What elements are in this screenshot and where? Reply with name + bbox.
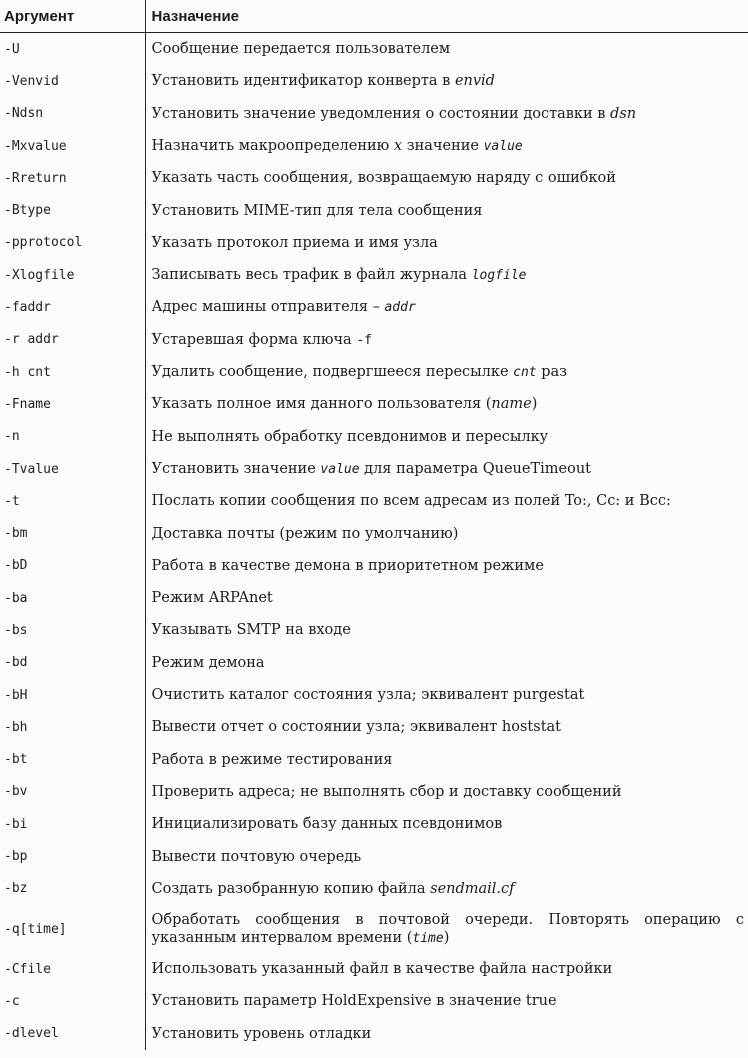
description-segment: Сообщение передается пользователем xyxy=(151,41,451,58)
description-cell xyxy=(145,453,748,485)
description-segment: Назначить макроопределению xyxy=(151,137,394,154)
description-segment: для параметра QueueTimeout xyxy=(359,460,591,477)
argument-cell: -Ndsn xyxy=(4,106,44,122)
argument-cell: -t xyxy=(4,493,20,509)
argument-cell: -bm xyxy=(4,526,28,542)
table-row xyxy=(0,259,748,291)
description-segment: значение xyxy=(402,137,484,154)
description-cell xyxy=(145,65,748,97)
table-row xyxy=(0,582,748,614)
table-row xyxy=(0,388,748,420)
table-row xyxy=(0,517,748,549)
table-row xyxy=(0,873,748,905)
description-cell xyxy=(145,421,748,453)
description-cell xyxy=(145,194,748,226)
table-header-row xyxy=(0,0,748,33)
description-segment: Адрес машины отправителя – xyxy=(151,299,385,316)
description-cell xyxy=(145,291,748,323)
argument-cell: -r addr xyxy=(4,332,59,348)
argument-cell: -Xlogfile xyxy=(4,267,75,283)
argument-cell: -pprotocol xyxy=(4,235,83,251)
description-cell xyxy=(145,840,748,872)
argument-cell: -bt xyxy=(4,752,28,768)
table-row xyxy=(0,356,748,388)
argument-cell: -Venvid xyxy=(4,73,59,89)
description-cell xyxy=(145,227,748,259)
table-row xyxy=(0,550,748,582)
argument-cell: -U xyxy=(4,41,20,57)
description-cell xyxy=(145,356,748,388)
argument-cell: -bD xyxy=(4,558,28,574)
column-header-argument: Аргумент xyxy=(0,0,145,33)
description-segment: sendmail.cf xyxy=(430,880,515,897)
table-row xyxy=(0,324,748,356)
description-segment: Создать разобранную копию файла xyxy=(151,880,431,897)
table-row xyxy=(0,65,748,97)
column-header-purpose: Назначение xyxy=(145,0,748,33)
table-row xyxy=(0,776,748,808)
description-segment: envid xyxy=(454,73,495,90)
description-segment: cnt xyxy=(513,364,537,380)
table-row xyxy=(0,33,748,66)
description-segment: Вывести отчет о состоянии узла; эквивалент hoststat xyxy=(151,719,561,736)
table-row xyxy=(0,985,748,1017)
description-segment: x xyxy=(393,137,403,154)
argument-cell: -bp xyxy=(4,849,28,865)
description-segment: Установить уровень отладки xyxy=(151,1025,372,1042)
argument-cell: -bi xyxy=(4,816,28,832)
description-segment: Работа в качестве демона в приоритетном режиме xyxy=(151,557,544,574)
description-cell xyxy=(145,388,748,420)
description-segment: Режим демона xyxy=(151,654,265,671)
table-row xyxy=(0,808,748,840)
description-segment: name xyxy=(491,396,532,413)
description-segment: Устаревшая форма ключа xyxy=(151,331,357,348)
argument-cell: -dlevel xyxy=(4,1026,59,1042)
argument-cell: -bH xyxy=(4,687,28,703)
argument-cell: -q[time] xyxy=(4,921,67,937)
description-segment: value xyxy=(320,461,360,477)
table-row xyxy=(0,162,748,194)
description-cell xyxy=(145,550,748,582)
description-segment: Установить параметр HoldExpensive в значение true xyxy=(151,993,557,1010)
argument-cell: -h cnt xyxy=(4,364,51,380)
description-cell xyxy=(145,873,748,905)
description-segment: Работа в режиме тестирования xyxy=(151,751,393,768)
table-row xyxy=(0,905,748,953)
description-cell xyxy=(145,324,748,356)
description-cell xyxy=(145,517,748,549)
description-segment: Послать копии сообщения по всем адресам из полей To:, Cc: и Bcc: xyxy=(151,493,671,510)
description-cell xyxy=(145,614,748,646)
table-row xyxy=(0,98,748,130)
description-cell xyxy=(145,33,748,66)
description-cell xyxy=(145,985,748,1017)
table-row xyxy=(0,744,748,776)
table-row xyxy=(0,227,748,259)
table-row xyxy=(0,453,748,485)
description-segment: Записывать весь трафик в файл журнала xyxy=(151,267,472,284)
description-segment: Указывать SMTP на входе xyxy=(151,622,351,639)
table-row xyxy=(0,130,748,162)
argument-cell: -Rreturn xyxy=(4,170,67,186)
description-cell xyxy=(145,744,748,776)
table-row xyxy=(0,647,748,679)
table-row xyxy=(0,614,748,646)
description-segment: Доставка почты (режим по умолчанию) xyxy=(151,525,459,542)
description-cell xyxy=(145,776,748,808)
description-cell xyxy=(145,259,748,291)
table-row xyxy=(0,679,748,711)
description-segment: Удалить сообщение, подвергшееся пересылке xyxy=(151,363,514,380)
description-segment: Указать полное имя данного пользователя ( xyxy=(151,396,492,413)
description-segment: dsn xyxy=(610,105,637,122)
description-cell xyxy=(145,1018,748,1050)
description-cell xyxy=(145,98,748,130)
argument-cell: -bz xyxy=(4,881,28,897)
description-segment: Установить значение уведомления о состоянии доставки в xyxy=(151,105,611,122)
description-segment: Использовать указанный файл в качестве файла настройки xyxy=(151,961,613,978)
description-segment: Инициализировать базу данных псевдонимов xyxy=(151,816,503,833)
table-row xyxy=(0,291,748,323)
description-segment: ) xyxy=(443,929,450,946)
description-segment: Не выполнять обработку псевдонимов и пересылку xyxy=(151,428,549,445)
description-segment: Указать часть сообщения, возвращаемую наряду с ошибкой xyxy=(151,170,616,187)
table-row xyxy=(0,953,748,985)
table-body xyxy=(0,33,748,1050)
argument-cell: -n xyxy=(4,429,20,445)
description-cell xyxy=(145,711,748,743)
description-segment: -f xyxy=(356,332,372,348)
description-cell xyxy=(145,130,748,162)
table-row xyxy=(0,194,748,226)
description-cell xyxy=(145,679,748,711)
argument-cell: -bh xyxy=(4,719,28,735)
description-segment: Очистить каталог состояния узла; эквивалент purgestat xyxy=(151,687,585,704)
description-segment: Указать протокол приема и имя узла xyxy=(151,234,438,251)
description-segment: Обработать сообщения в почтовой очереди. Повторять операцию с указанным интервалом времени ( xyxy=(151,911,744,946)
description-segment: Режим ARPAnet xyxy=(151,590,273,607)
description-cell xyxy=(145,808,748,840)
description-segment: Установить идентификатор конверта в xyxy=(151,73,455,90)
table-row xyxy=(0,711,748,743)
description-cell xyxy=(145,582,748,614)
description-segment: раз xyxy=(536,363,568,380)
table-row xyxy=(0,421,748,453)
description-segment: addr xyxy=(384,300,416,316)
description-segment: Установить значение xyxy=(151,460,321,477)
table-row xyxy=(0,485,748,517)
description-segment: value xyxy=(483,138,523,154)
argument-cell: -bs xyxy=(4,622,28,638)
table-row xyxy=(0,840,748,872)
description-cell xyxy=(145,485,748,517)
description-segment: Проверить адреса; не выполнять сбор и доставку сообщений xyxy=(151,783,622,800)
argument-cell: -Cfile xyxy=(4,961,51,977)
description-segment: logfile xyxy=(471,268,527,284)
description-segment: Установить MIME-тип для тела сообщения xyxy=(151,202,483,219)
argument-cell: -Mxvalue xyxy=(4,138,67,154)
argument-cell: -bd xyxy=(4,655,28,671)
description-segment: Вывести почтовую очередь xyxy=(151,848,362,865)
argument-cell: -Btype xyxy=(4,203,51,219)
description-segment: time xyxy=(412,930,444,946)
argument-cell: -Tvalue xyxy=(4,461,59,477)
description-cell xyxy=(145,953,748,985)
table-row xyxy=(0,1018,748,1050)
argument-cell: -Fname xyxy=(4,396,51,412)
description-cell xyxy=(145,905,748,953)
argument-cell: -faddr xyxy=(4,300,51,316)
argument-cell: -bv xyxy=(4,784,28,800)
argument-cell: -c xyxy=(4,993,20,1009)
description-cell xyxy=(145,647,748,679)
description-cell xyxy=(145,162,748,194)
argument-cell: -ba xyxy=(4,590,28,606)
description-segment: ) xyxy=(531,396,538,413)
